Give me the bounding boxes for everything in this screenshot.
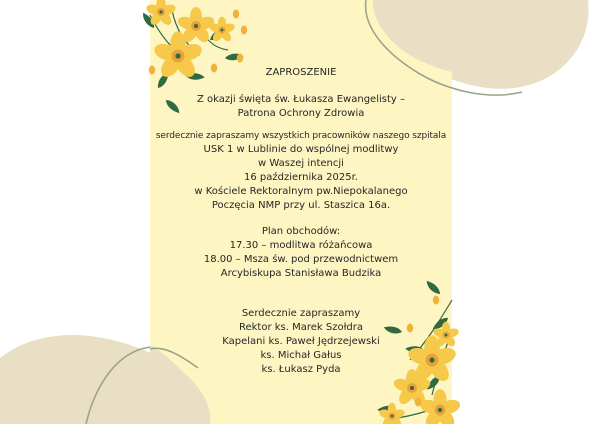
plan-item-celebrant: Arcybiskupa Stanisława Budzika: [220, 268, 382, 279]
occasion-line-1: Z okazji święta św. Łukasza Ewangelisty –: [197, 94, 405, 105]
details-line-2: USK 1 w Lublinie do wspólnej modlitwy: [203, 144, 399, 155]
plan-item-rosary: 17.30 – modlitwa różańcowa: [229, 240, 373, 251]
occasion-line-2: Patrona Ochrony Zdrowia: [237, 108, 365, 119]
details-line-1: serdecznie zapraszamy wszystkich pracowników naszego szpitala: [155, 131, 447, 141]
details-line-5: w Kościele Rektoralnym pw.Niepokalanego: [194, 186, 408, 197]
details-line-6: Poczęcia NMP przy ul. Staszica 16a.: [211, 200, 391, 211]
plan-item-mass: 18.00 – Msza św. pod przewodnictwem: [203, 254, 399, 265]
signature-chaplain-3: ks. Łukasz Pyda: [261, 364, 341, 375]
signature-greeting: Serdecznie zapraszamy: [241, 308, 361, 319]
signature-chaplain-1: Kapelani ks. Paweł Jędrzejewski: [222, 336, 380, 347]
signature-rector: Rektor ks. Marek Szołdra: [238, 322, 364, 333]
details-date: 16 października 2025r.: [244, 172, 358, 183]
signature-chaplain-2: ks. Michał Gałus: [260, 350, 342, 361]
invitation-title: ZAPROSZENIE: [265, 67, 337, 78]
plan-heading: Plan obchodów:: [261, 226, 341, 237]
details-line-3: w Waszej intencji: [258, 158, 344, 169]
invitation-text: [150, 0, 452, 424]
